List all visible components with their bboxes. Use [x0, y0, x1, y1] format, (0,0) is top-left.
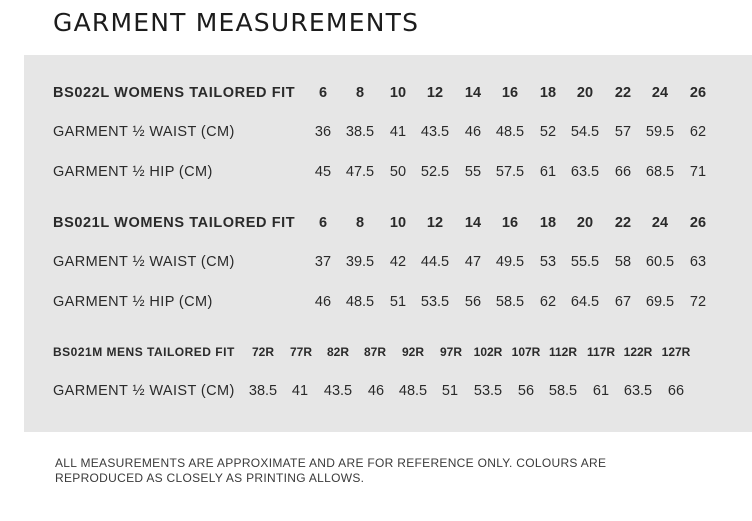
- table-header-label: BS021L WOMENS TAILORED FIT: [53, 215, 296, 231]
- table-row: [24, 164, 752, 184]
- value-cell: 51: [389, 294, 407, 310]
- size-cell: 22: [614, 85, 632, 101]
- size-cell: 8: [355, 215, 365, 231]
- value-cell: 66: [614, 164, 632, 180]
- value-cell: 69.5: [645, 294, 675, 310]
- row-label: GARMENT ½ HIP (CM): [53, 294, 213, 310]
- row-label: GARMENT ½ WAIST (CM): [53, 383, 235, 399]
- value-cell: 63.5: [570, 164, 600, 180]
- value-cell: 48.5: [398, 383, 428, 399]
- value-cell: 53.5: [473, 383, 503, 399]
- value-cell: 41: [291, 383, 309, 399]
- size-cell: 112R: [548, 345, 578, 359]
- value-cell: 55.5: [570, 254, 600, 270]
- size-cell: 107R: [511, 345, 541, 359]
- value-cell: 52: [539, 124, 557, 140]
- value-cell: 72: [689, 294, 707, 310]
- value-cell: 48.5: [495, 124, 525, 140]
- size-cell: 127R: [661, 345, 691, 359]
- value-cell: 45: [314, 164, 332, 180]
- value-cell: 56: [464, 294, 482, 310]
- value-cell: 71: [689, 164, 707, 180]
- value-cell: 62: [689, 124, 707, 140]
- page-title: GARMENT MEASUREMENTS: [53, 8, 420, 37]
- table-header-row: [24, 345, 752, 365]
- value-cell: 55: [464, 164, 482, 180]
- disclaimer-note: ALL MEASUREMENTS ARE APPROXIMATE AND ARE FOR REFERENCE ONLY. COLOURS ARE REPRODUCED AS CLOSELY AS PRINTING ALLOWS.: [55, 456, 607, 485]
- size-cell: 10: [389, 215, 407, 231]
- size-cell: 20: [576, 85, 594, 101]
- size-cell: 102R: [473, 345, 503, 359]
- value-cell: 47.5: [345, 164, 375, 180]
- size-cell: 16: [501, 215, 519, 231]
- value-cell: 63: [689, 254, 707, 270]
- value-cell: 62: [539, 294, 557, 310]
- size-cell: 6: [318, 215, 328, 231]
- row-label: GARMENT ½ HIP (CM): [53, 164, 213, 180]
- table-header-label: BS022L WOMENS TAILORED FIT: [53, 85, 296, 101]
- value-cell: 49.5: [495, 254, 525, 270]
- value-cell: 67: [614, 294, 632, 310]
- size-cell: 14: [464, 215, 482, 231]
- table-row: [24, 383, 752, 403]
- value-cell: 44.5: [420, 254, 450, 270]
- value-cell: 59.5: [645, 124, 675, 140]
- value-cell: 36: [314, 124, 332, 140]
- size-cell: 8: [355, 85, 365, 101]
- value-cell: 41: [389, 124, 407, 140]
- size-cell: 122R: [623, 345, 653, 359]
- size-cell: 24: [651, 85, 669, 101]
- size-cell: 26: [689, 215, 707, 231]
- size-cell: 24: [651, 215, 669, 231]
- table-row: [24, 294, 752, 314]
- value-cell: 58: [614, 254, 632, 270]
- size-cell: 72R: [251, 345, 274, 359]
- value-cell: 46: [314, 294, 332, 310]
- size-cell: 18: [539, 85, 557, 101]
- value-cell: 53.5: [420, 294, 450, 310]
- size-cell: 10: [389, 85, 407, 101]
- value-cell: 58.5: [548, 383, 578, 399]
- value-cell: 39.5: [345, 254, 375, 270]
- value-cell: 52.5: [420, 164, 450, 180]
- value-cell: 57.5: [495, 164, 525, 180]
- measurements-panel: [24, 55, 752, 432]
- table-header-row: [24, 215, 752, 235]
- value-cell: 60.5: [645, 254, 675, 270]
- table-header-label: BS021M MENS TAILORED FIT: [53, 345, 235, 359]
- table-row: [24, 124, 752, 144]
- value-cell: 61: [539, 164, 557, 180]
- value-cell: 53: [539, 254, 557, 270]
- size-cell: 12: [426, 215, 444, 231]
- value-cell: 61: [592, 383, 610, 399]
- size-cell: 18: [539, 215, 557, 231]
- size-cell: 22: [614, 215, 632, 231]
- value-cell: 66: [667, 383, 685, 399]
- size-cell: 77R: [289, 345, 312, 359]
- value-cell: 48.5: [345, 294, 375, 310]
- size-cell: 117R: [586, 345, 616, 359]
- row-label: GARMENT ½ WAIST (CM): [53, 124, 235, 140]
- value-cell: 57: [614, 124, 632, 140]
- value-cell: 58.5: [495, 294, 525, 310]
- size-cell: 12: [426, 85, 444, 101]
- size-cell: 16: [501, 85, 519, 101]
- table-row: [24, 254, 752, 274]
- value-cell: 43.5: [420, 124, 450, 140]
- size-cell: 82R: [326, 345, 349, 359]
- value-cell: 38.5: [248, 383, 278, 399]
- value-cell: 51: [441, 383, 459, 399]
- value-cell: 47: [464, 254, 482, 270]
- size-cell: 6: [318, 85, 328, 101]
- size-cell: 97R: [439, 345, 462, 359]
- size-cell: 92R: [401, 345, 424, 359]
- value-cell: 38.5: [345, 124, 375, 140]
- value-cell: 43.5: [323, 383, 353, 399]
- value-cell: 50: [389, 164, 407, 180]
- value-cell: 46: [464, 124, 482, 140]
- value-cell: 68.5: [645, 164, 675, 180]
- table-header-row: [24, 85, 752, 105]
- value-cell: 56: [517, 383, 535, 399]
- size-cell: 20: [576, 215, 594, 231]
- value-cell: 63.5: [623, 383, 653, 399]
- value-cell: 37: [314, 254, 332, 270]
- size-cell: 26: [689, 85, 707, 101]
- size-cell: 14: [464, 85, 482, 101]
- row-label: GARMENT ½ WAIST (CM): [53, 254, 235, 270]
- value-cell: 46: [367, 383, 385, 399]
- value-cell: 54.5: [570, 124, 600, 140]
- size-cell: 87R: [363, 345, 386, 359]
- value-cell: 42: [389, 254, 407, 270]
- value-cell: 64.5: [570, 294, 600, 310]
